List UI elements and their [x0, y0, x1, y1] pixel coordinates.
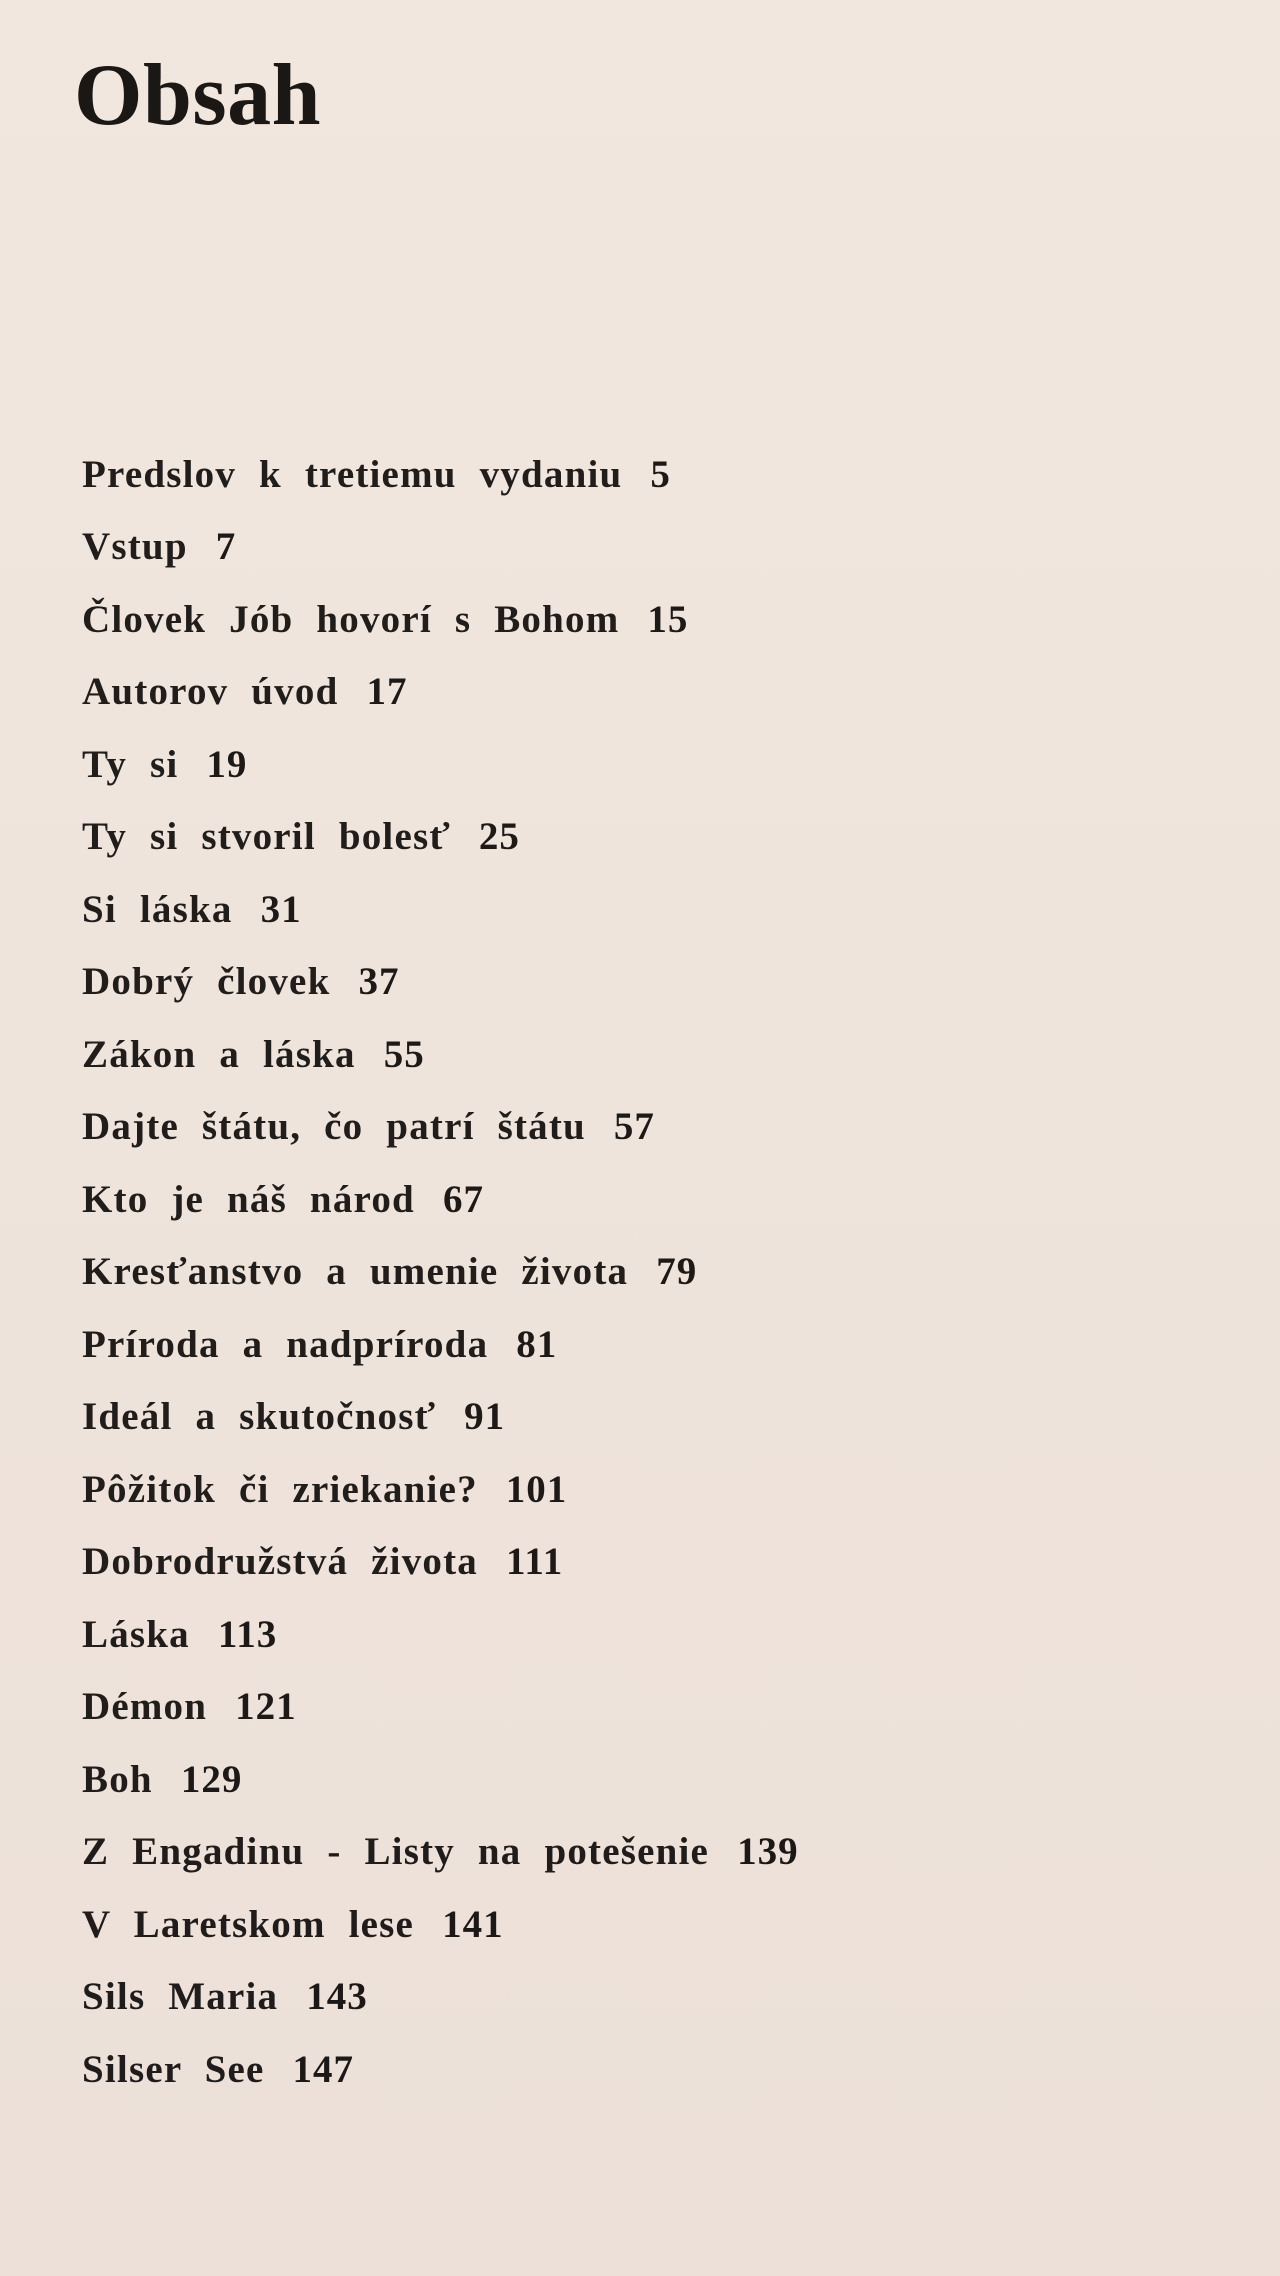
toc-page-number: 79: [656, 1250, 698, 1294]
toc-entry-title: Silser See: [82, 2047, 265, 2091]
toc-entry: [82, 1598, 1202, 1671]
toc-entry-title: Sils Maria: [82, 1975, 279, 2019]
toc-entry-title: Človek Jób hovorí s Bohom: [82, 597, 620, 641]
toc-entry-title: Si láska: [82, 887, 233, 931]
toc-entry-title: V Laretskom lese: [82, 1902, 415, 1946]
toc-entry: [82, 1308, 1202, 1381]
toc-entry: [82, 946, 1202, 1019]
toc-page-number: 113: [217, 1612, 278, 1656]
toc-entry-title: Predslov k tretiemu vydaniu: [82, 452, 623, 496]
toc-entry: [82, 1961, 1202, 2034]
toc-entry: [82, 438, 1202, 511]
toc-entry: [82, 656, 1202, 729]
toc-entry: [82, 1671, 1202, 1744]
toc-page-number: 101: [505, 1467, 568, 1511]
toc-page-number: 19: [206, 742, 248, 786]
page-title: Obsah: [74, 47, 322, 144]
toc-entry: [82, 1018, 1202, 1091]
toc-page-number: 31: [260, 887, 302, 931]
toc-entry: [82, 2033, 1202, 2106]
toc-entry-title: Démon: [82, 1685, 208, 1729]
toc-page-number: 37: [358, 960, 400, 1004]
toc-page-number: 57: [613, 1105, 655, 1149]
toc-entry-title: Pôžitok či zriekanie?: [82, 1467, 478, 1511]
toc-entry: [82, 873, 1202, 946]
toc-page-number: 81: [516, 1322, 558, 1366]
toc-entry-title: Kresťanstvo a umenie života: [82, 1250, 629, 1294]
toc-page-number: 5: [650, 452, 671, 496]
toc-entry: [82, 511, 1202, 584]
toc-entry-title: Kto je náš národ: [82, 1177, 415, 1221]
toc-entry-title: Autorov úvod: [82, 670, 339, 714]
toc-page-number: 67: [442, 1177, 484, 1221]
table-of-contents: [82, 438, 1202, 2106]
toc-entry: [82, 1743, 1202, 1816]
toc-entry: [82, 1163, 1202, 1236]
toc-entry: [82, 1816, 1202, 1889]
toc-page-number: 15: [647, 597, 689, 641]
toc-entry-title: Dajte štátu, čo patrí štátu: [82, 1105, 586, 1149]
toc-entry-title: Z Engadinu - Listy na potešenie: [82, 1830, 710, 1874]
toc-page-number: 17: [366, 670, 408, 714]
toc-entry: [82, 1236, 1202, 1309]
toc-page-number: 55: [383, 1032, 425, 1076]
toc-page-number: 141: [442, 1902, 504, 1946]
toc-page-number: 139: [737, 1830, 799, 1874]
toc-entry: [82, 728, 1202, 801]
toc-entry-title: Láska: [82, 1612, 190, 1656]
toc-entry-title: Dobrodružstvá života: [82, 1540, 479, 1584]
toc-entry-title: Zákon a láska: [82, 1032, 356, 1076]
toc-entry-title: Príroda a nadpríroda: [82, 1322, 489, 1366]
toc-page-number: 91: [464, 1395, 506, 1439]
toc-page-number: 121: [235, 1685, 297, 1729]
toc-entry-title: Ty si: [82, 742, 179, 786]
toc-entry-title: Vstup: [82, 525, 188, 569]
toc-entry: [82, 1381, 1202, 1454]
toc-entry: [82, 583, 1202, 656]
toc-entry: [82, 1091, 1202, 1164]
toc-page-number: 147: [292, 2047, 355, 2091]
toc-entry: [82, 1453, 1202, 1526]
toc-page-number: 25: [478, 815, 520, 859]
toc-entry-title: Ty si stvoril bolesť: [82, 815, 451, 859]
toc-page-number: 129: [180, 1757, 243, 1801]
toc-entry-title: Ideál a skutočnosť: [82, 1395, 437, 1439]
toc-entry: [82, 1888, 1202, 1961]
toc-entry-title: Dobrý človek: [82, 960, 331, 1004]
toc-page-number: 111: [506, 1540, 564, 1584]
toc-page-number: 143: [306, 1975, 368, 2019]
toc-page-number: 7: [215, 525, 237, 569]
toc-entry: [82, 1526, 1202, 1599]
toc-entry-title: Boh: [82, 1757, 153, 1801]
toc-entry: [82, 801, 1202, 874]
